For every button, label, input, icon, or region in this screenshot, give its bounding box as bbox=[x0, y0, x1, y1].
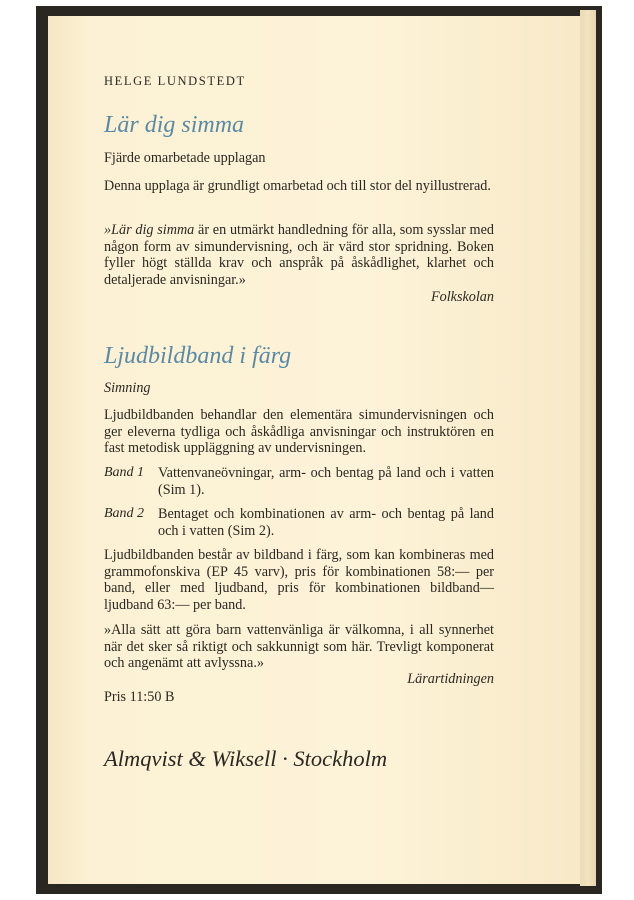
price-label: Pris 11:50 B bbox=[104, 689, 175, 705]
pricing-text: Ljudbildbanden består av bildband i färg, som kan kombineras med grammofonskiva (EP 45 varv), pris för kombinationen 58:— per band, eller med ljudband, pris för kombinationen bildband—ljudband 63:— per band. bbox=[104, 547, 494, 613]
book-title: Lär dig simma bbox=[104, 112, 245, 138]
band-1-text: Vattenvaneövningar, arm- och bentag på land och i vatten (Sim 1). bbox=[158, 465, 494, 498]
publisher-imprint: Almqvist & Wiksell · Stockholm bbox=[104, 746, 388, 771]
filmstrip-subtitle: Simning bbox=[104, 380, 151, 396]
filmstrip-title: Ljudbildband i färg bbox=[104, 343, 292, 369]
filmstrip-review-source: Lärartidningen bbox=[407, 671, 494, 687]
page-edge bbox=[580, 10, 596, 886]
review-quote-title: »Lär dig simma bbox=[104, 222, 195, 238]
review-quote bbox=[104, 222, 494, 288]
filmstrip-intro: Ljudbildbanden behandlar den elementära simundervisningen och ger eleverna tydliga och åskådliga anvisningar och instruktören en fast metodisk uppläggning av undervisningen. bbox=[104, 407, 494, 457]
band-1-label: Band 1 bbox=[104, 465, 145, 480]
review-source: Folkskolan bbox=[430, 289, 494, 305]
edition-text: Fjärde omarbetade upplagan bbox=[104, 150, 266, 166]
band-2-text: Bentaget och kombinationen av arm- och bentag på land och i vatten (Sim 2). bbox=[158, 506, 494, 539]
review-quote-body: är en utmärkt handledning för alla, som sysslar med någon form av simundervisning, och är värd stor spridning. Boken fyller högt ställda krav och anspråk på åskådlighet, klarhet och detaljerade anvisningar.» bbox=[104, 222, 494, 288]
author-name: HELGE LUNDSTEDT bbox=[104, 74, 246, 88]
band-2-label: Band 2 bbox=[104, 506, 145, 521]
filmstrip-review-quote: »Alla sätt att göra barn vattenvänliga är välkomna, i all synnerhet när det sker så riktigt och sakkunnigt som här. Trevligt komponerat och angenämt att avlyssna.» bbox=[104, 622, 494, 672]
description-text: Denna upplaga är grundligt omarbetad och till stor del nyillustrerad. bbox=[104, 178, 491, 194]
